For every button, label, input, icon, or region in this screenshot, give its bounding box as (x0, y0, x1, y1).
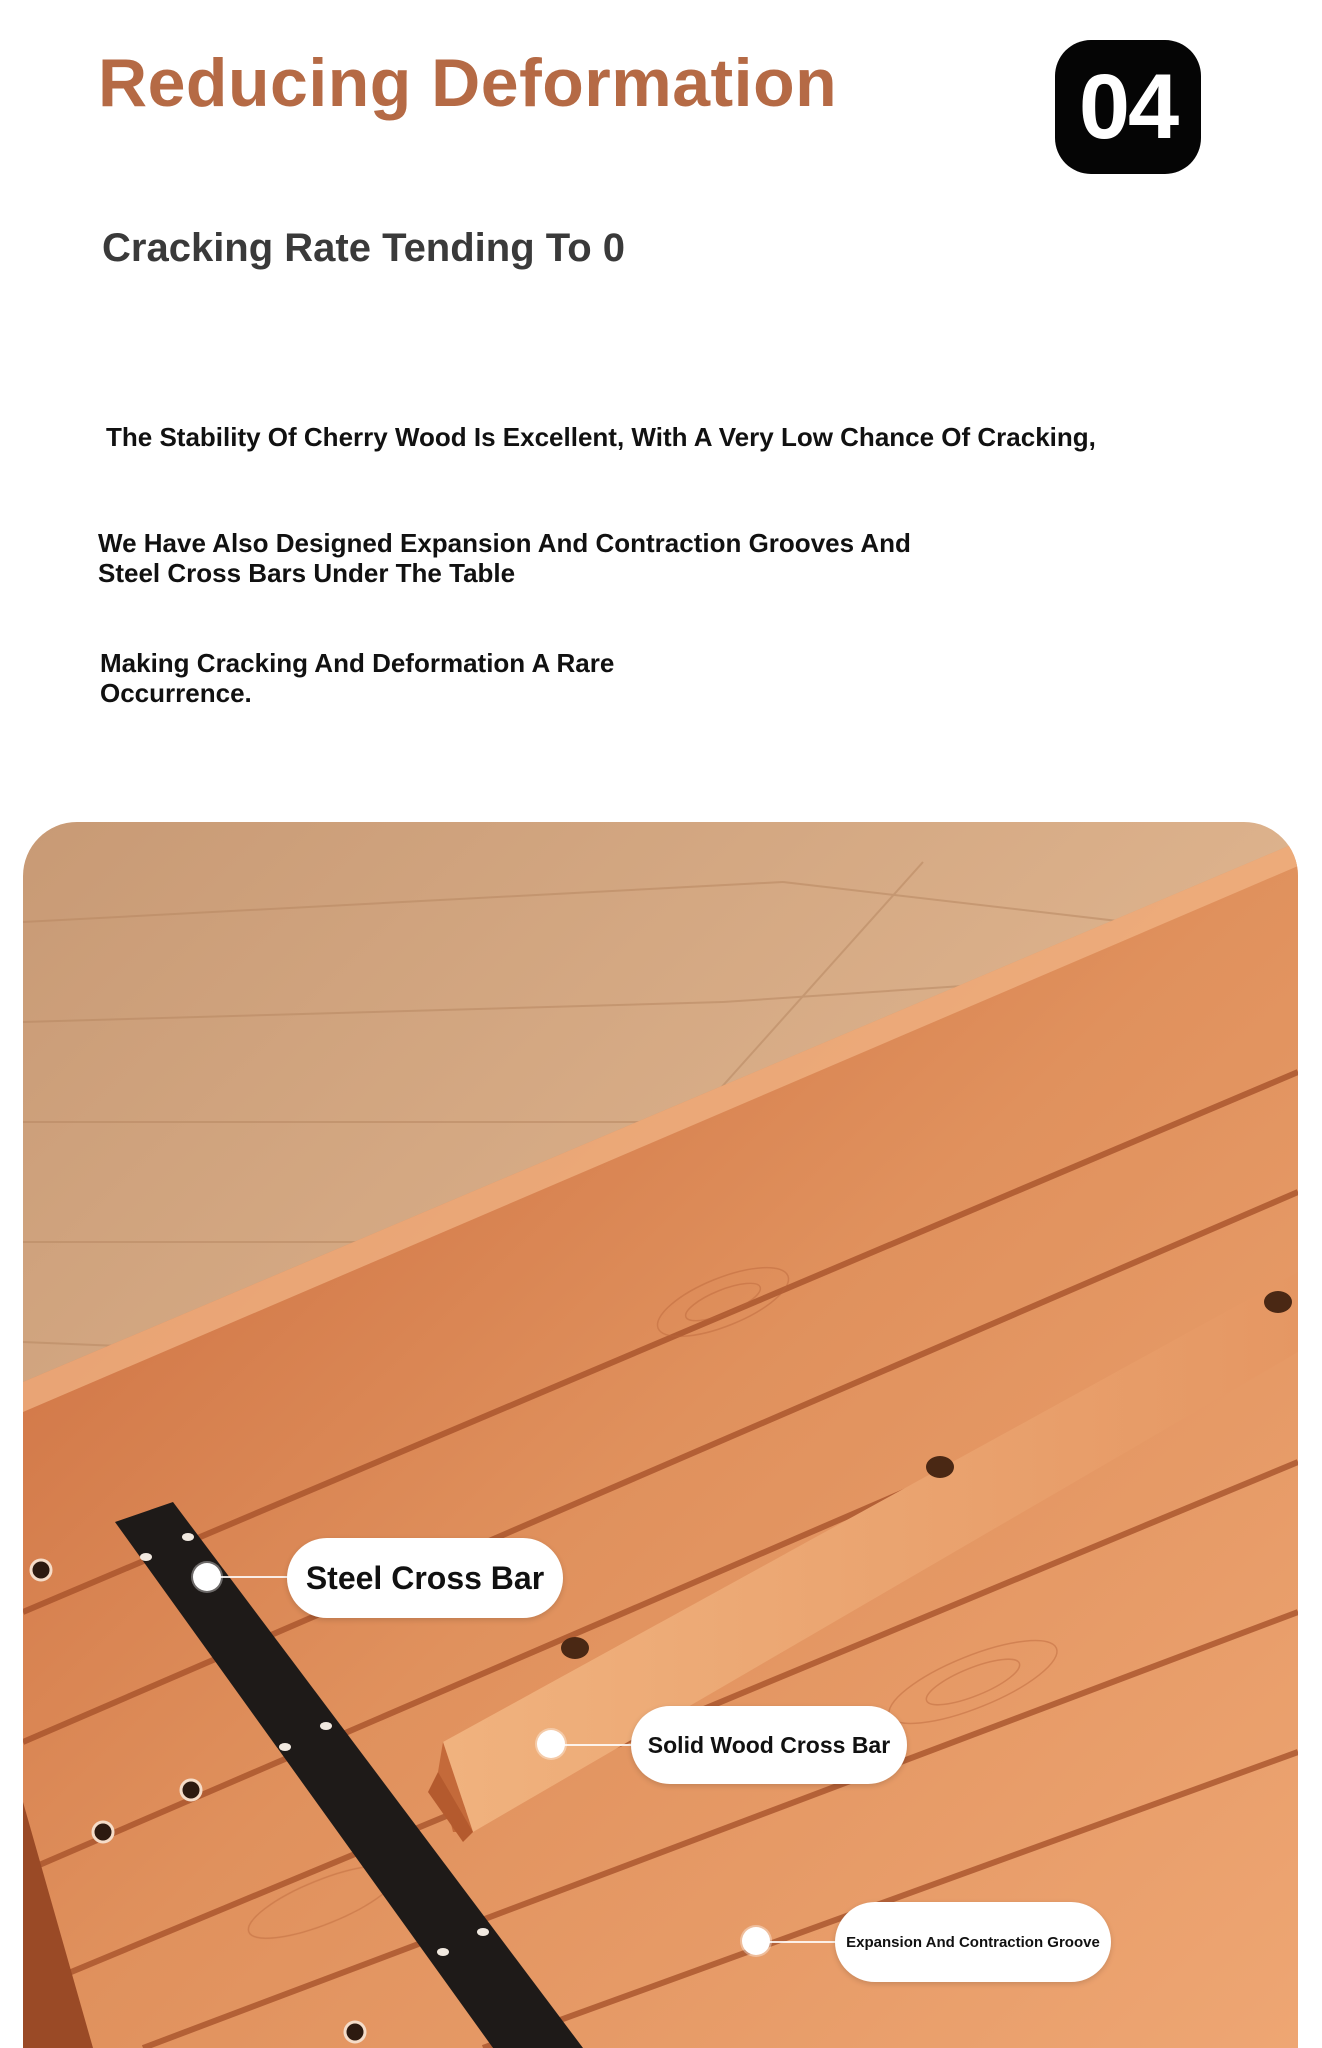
description-paragraph-3: Making Cracking And Deformation A Rare Occurrence. (100, 648, 615, 708)
groove-marker (742, 1927, 770, 1955)
solid-wood-cross-bar-label: Solid Wood Cross Bar (631, 1706, 907, 1784)
wood-bar-marker (537, 1730, 565, 1758)
wood-bar-leader-line (562, 1744, 634, 1746)
description-paragraph-1: The Stability Of Cherry Wood Is Excellent, With A Very Low Chance Of Cracking, (106, 422, 1096, 452)
page-subtitle: Cracking Rate Tending To 0 (102, 226, 626, 270)
steel-cross-bar-label: Steel Cross Bar (287, 1538, 563, 1618)
section-number-badge: 04 (1055, 40, 1201, 174)
table-underside-photo (23, 822, 1298, 2048)
steel-bar-marker (193, 1563, 221, 1591)
steel-bar-leader-line (210, 1576, 290, 1578)
page-title: Reducing Deformation (98, 45, 838, 121)
expansion-groove-label: Expansion And Contraction Groove (835, 1902, 1111, 1982)
groove-leader-line (768, 1941, 838, 1943)
description-paragraph-2: We Have Also Designed Expansion And Contraction Grooves And Steel Cross Bars Under The Table (98, 528, 911, 588)
